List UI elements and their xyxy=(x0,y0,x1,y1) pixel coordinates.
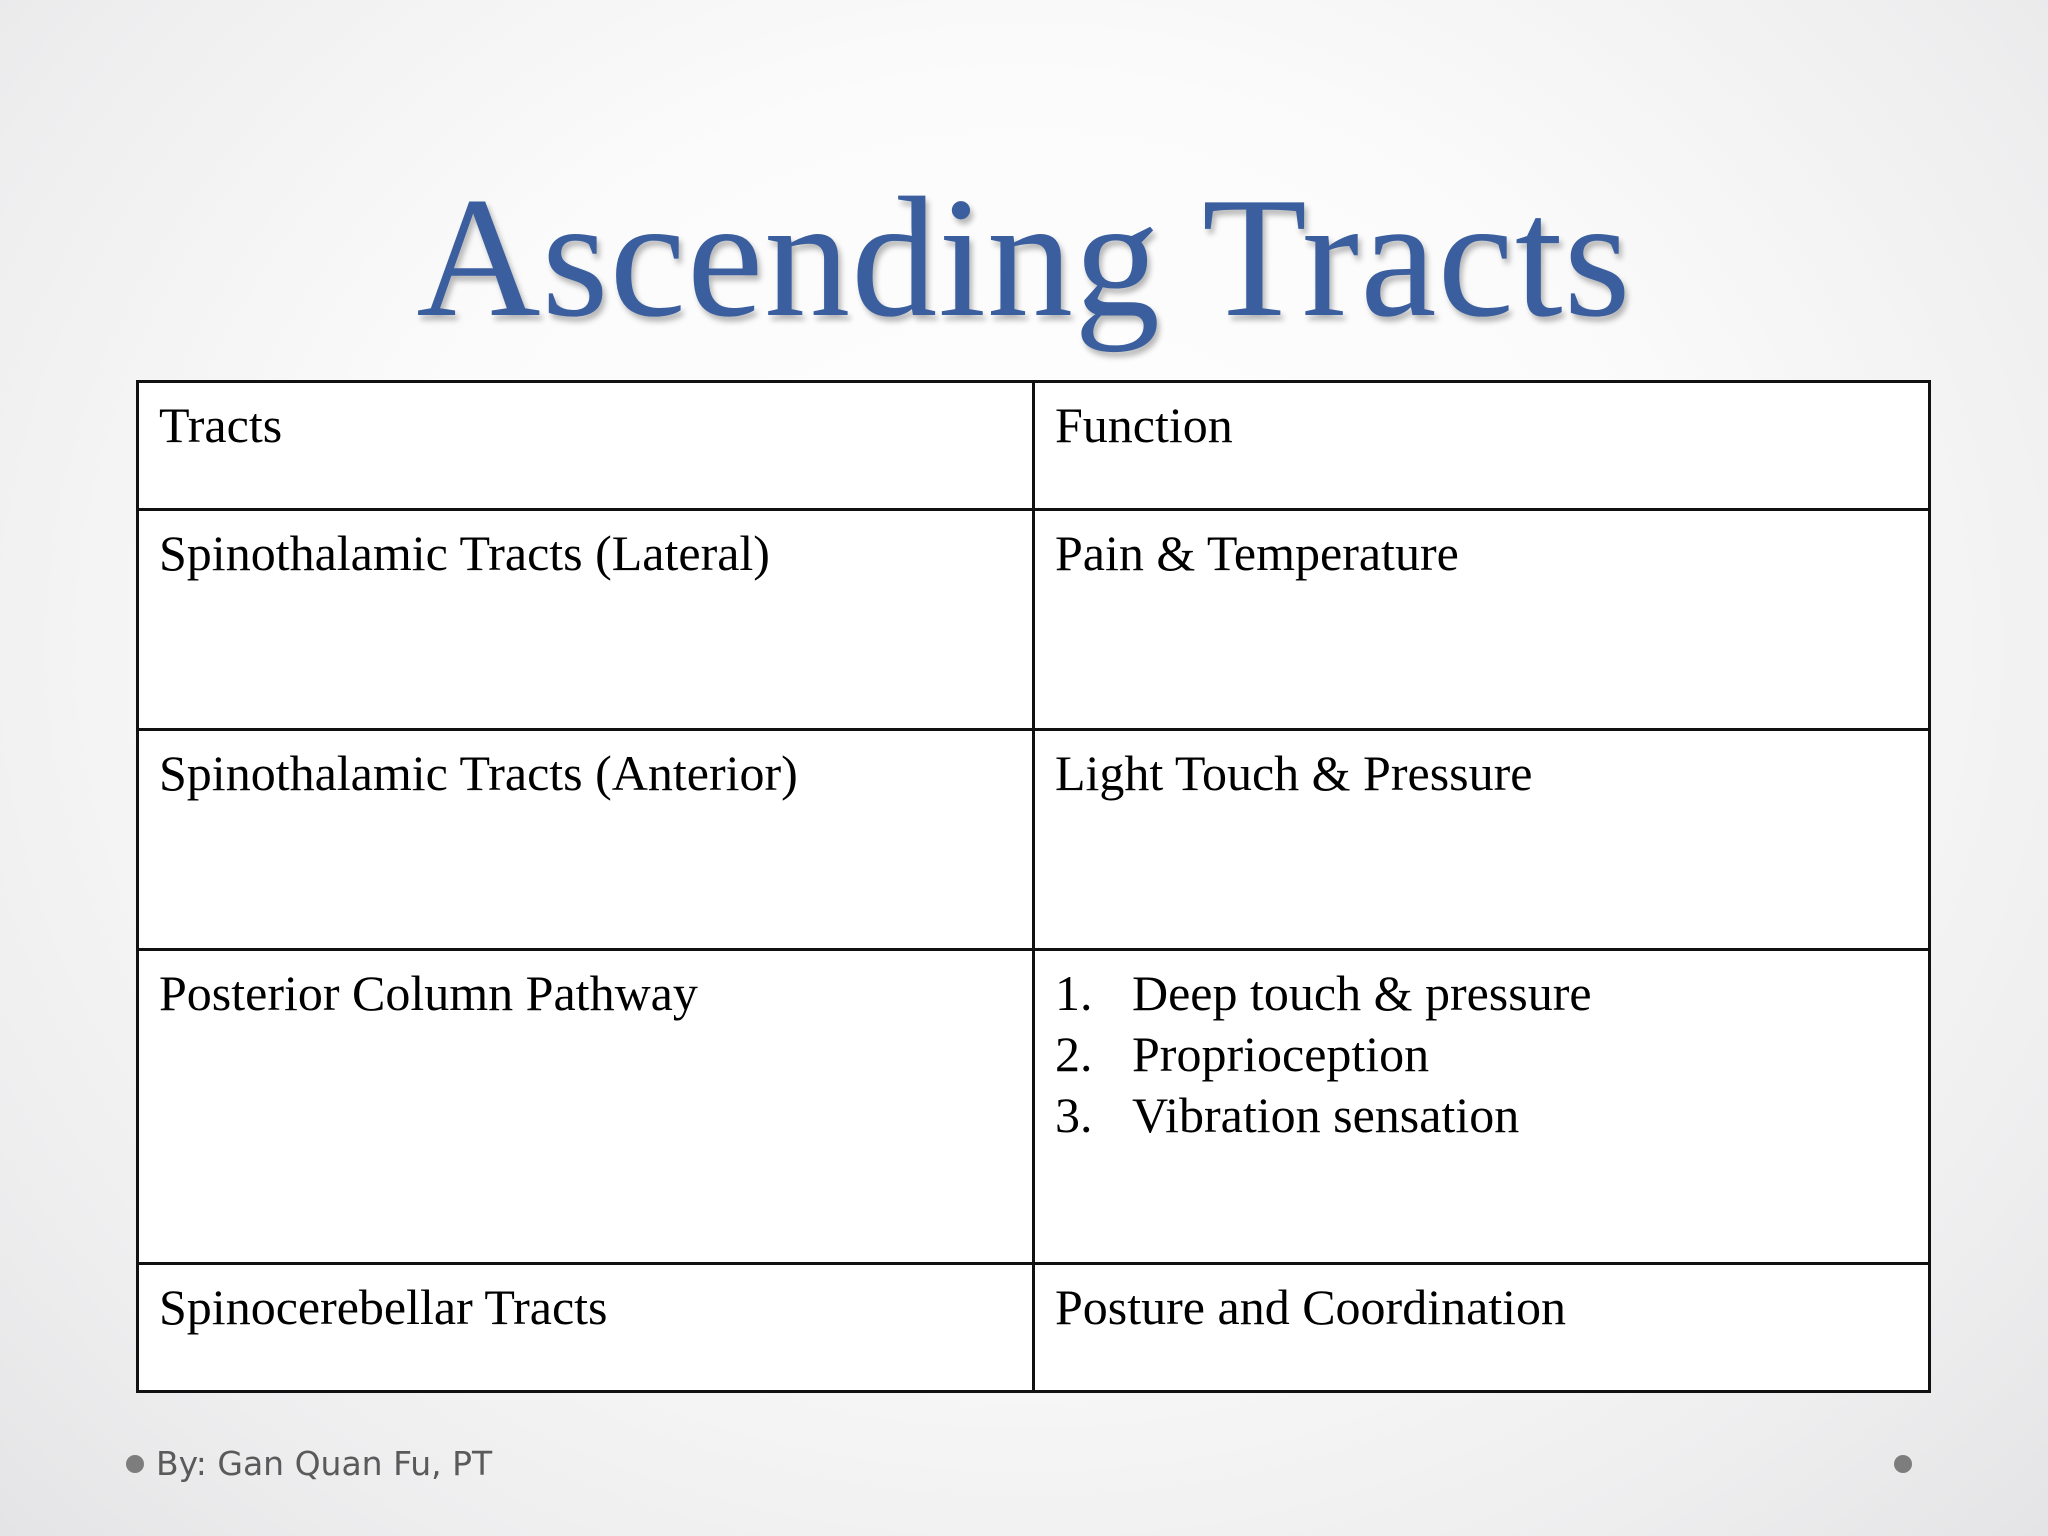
footer-author: By: Gan Quan Fu, PT xyxy=(156,1444,493,1483)
function-cell: Light Touch & Pressure xyxy=(1034,730,1930,950)
header-function: Function xyxy=(1034,382,1930,510)
function-cell: Posture and Coordination xyxy=(1034,1264,1930,1392)
bullet-dot-icon xyxy=(126,1455,144,1473)
corner-dot-icon xyxy=(1894,1455,1912,1473)
list-number: 2. xyxy=(1055,1026,1093,1082)
slide-title: Ascending Tracts xyxy=(416,163,1632,353)
slide-footer xyxy=(126,1444,492,1483)
function-list-item xyxy=(1055,1085,1908,1146)
table-row xyxy=(138,730,1930,950)
function-list xyxy=(1055,963,1908,1146)
header-tracts: Tracts xyxy=(138,382,1034,510)
ascending-tracts-table xyxy=(136,380,1931,1393)
table-row xyxy=(138,1264,1930,1392)
list-text: Deep touch & pressure xyxy=(1132,965,1592,1021)
table-header-row xyxy=(138,382,1930,510)
tract-cell: Posterior Column Pathway xyxy=(138,950,1034,1264)
function-cell: Pain & Temperature xyxy=(1034,510,1930,730)
function-cell xyxy=(1034,950,1930,1264)
function-list-item xyxy=(1055,963,1908,1024)
list-number: 1. xyxy=(1055,965,1093,1021)
tract-cell: Spinothalamic Tracts (Lateral) xyxy=(138,510,1034,730)
list-number: 3. xyxy=(1055,1087,1093,1143)
list-text: Vibration sensation xyxy=(1132,1087,1520,1143)
table-row xyxy=(138,510,1930,730)
tract-cell: Spinocerebellar Tracts xyxy=(138,1264,1034,1392)
tract-cell: Spinothalamic Tracts (Anterior) xyxy=(138,730,1034,950)
list-text: Proprioception xyxy=(1132,1026,1430,1082)
function-list-item xyxy=(1055,1024,1908,1085)
table-row xyxy=(138,950,1930,1264)
